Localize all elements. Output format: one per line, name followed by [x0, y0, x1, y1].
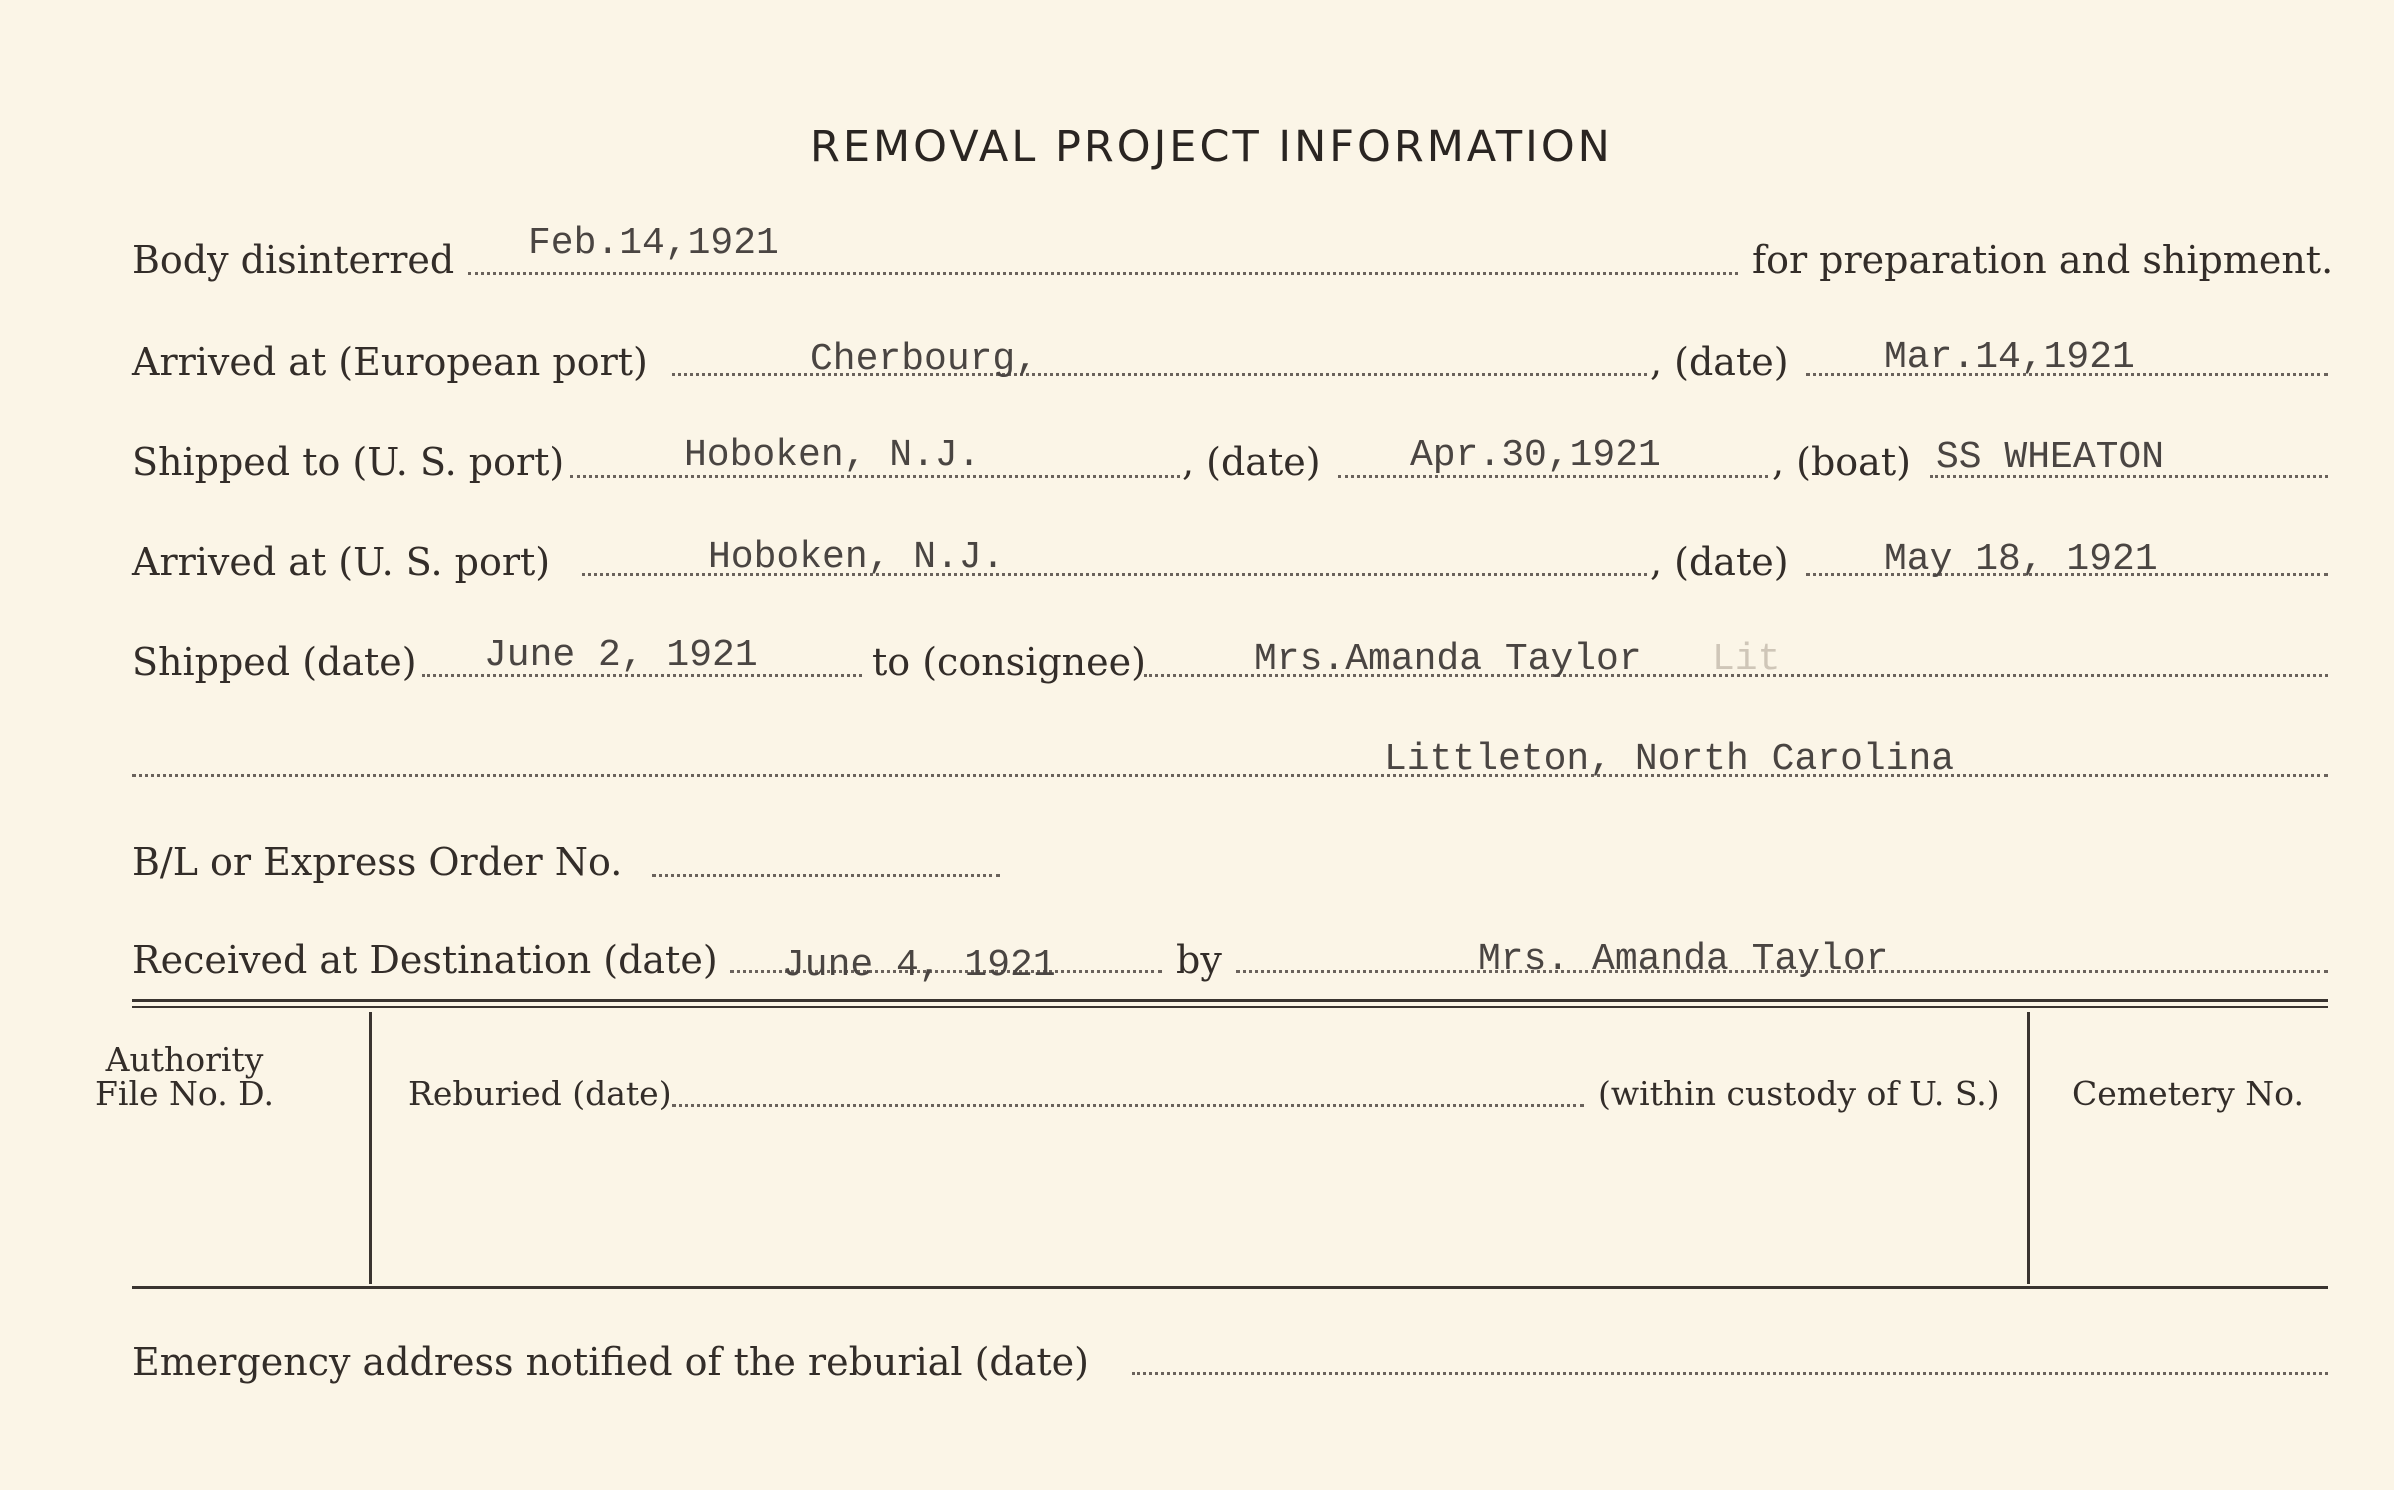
emergency-label: Emergency address notified of the reburial (date): [132, 1340, 1089, 1384]
custody-label: (within custody of U. S.): [1598, 1074, 2000, 1113]
shipped-us-boat: SS WHEATON: [1936, 436, 2165, 479]
shipped-us-label: Shipped to (U. S. port): [132, 440, 565, 484]
disinterred-value: Feb.14,1921: [528, 222, 779, 265]
consignee-value: Mrs.Amanda Taylor: [1254, 638, 1642, 681]
arrived-eu-port: Cherbourg,: [810, 338, 1039, 381]
card-title: REMOVAL PROJECT INFORMATION: [810, 122, 1613, 172]
shipped-us-boat-label: , (boat): [1772, 440, 1911, 484]
received-date: June 4, 1921: [782, 944, 1056, 987]
shipped-date-value: June 2, 1921: [484, 634, 758, 677]
shipped-us-port: Hoboken, N.J.: [684, 434, 981, 477]
received-by-value: Mrs. Amanda Taylor: [1478, 938, 1889, 981]
reburied-line: [672, 1104, 1584, 1107]
reburied-label: Reburied (date): [408, 1074, 672, 1113]
received-label: Received at Destination (date): [132, 938, 718, 982]
table-divider-right: [2027, 1012, 2030, 1284]
shipped-us-date: Apr.30,1921: [1410, 434, 1661, 477]
bl-label: B/L or Express Order No.: [132, 840, 623, 884]
arrived-us-port: Hoboken, N.J.: [708, 536, 1005, 579]
address-value: Littleton, North Carolina: [1384, 738, 1955, 781]
consignee-label: to (consignee): [872, 640, 1146, 684]
table-divider-left: [369, 1012, 372, 1284]
arrived-eu-date-label: , (date): [1650, 340, 1789, 384]
disinterred-label: Body disinterred: [132, 238, 455, 282]
table-bottom-rule: [132, 1286, 2328, 1289]
arrived-us-date: May 18, 1921: [1884, 538, 2158, 581]
arrived-us-label: Arrived at (U. S. port): [132, 540, 551, 584]
shipped-us-date-label: , (date): [1182, 440, 1321, 484]
bl-line: [652, 874, 1000, 877]
disinterred-line: [468, 272, 1738, 275]
table-top-rule: [132, 999, 2328, 1002]
consignee-faded-text: Lit: [1712, 638, 1781, 681]
arrived-eu-date: Mar.14,1921: [1884, 336, 2135, 379]
emergency-line: [1132, 1372, 2328, 1375]
authority-label-line2: File No. D.: [95, 1074, 274, 1113]
shipped-date-label: Shipped (date): [132, 640, 417, 684]
cemetery-label: Cemetery No.: [2072, 1074, 2304, 1113]
disinterred-suffix: for preparation and shipment.: [1752, 238, 2334, 282]
address-line: [132, 774, 2328, 777]
table-top-rule-2: [132, 1006, 2328, 1008]
received-by-label: by: [1176, 938, 1222, 982]
authority-label-line1: Authority: [105, 1040, 264, 1079]
arrived-us-date-label: , (date): [1650, 540, 1789, 584]
arrived-eu-label: Arrived at (European port): [132, 340, 648, 384]
